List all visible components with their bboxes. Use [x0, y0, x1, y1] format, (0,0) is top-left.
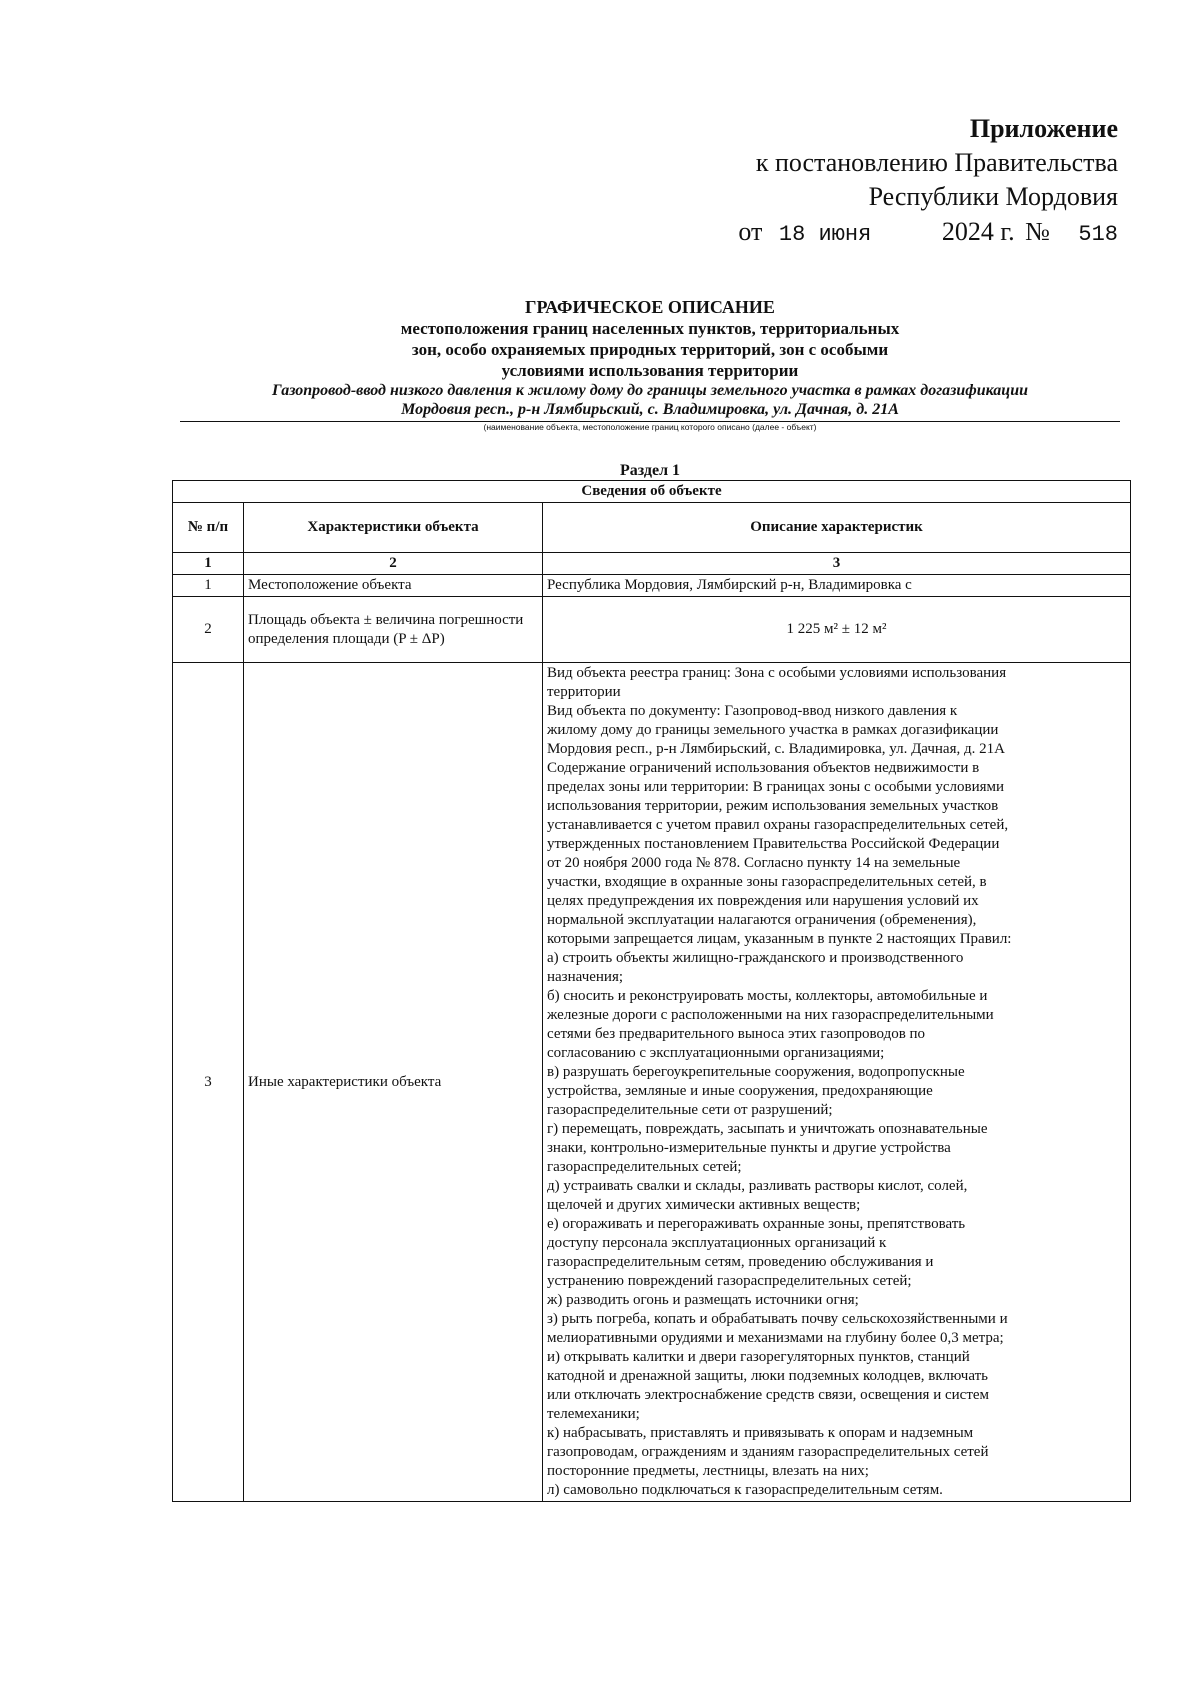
row-num: 3 — [173, 663, 244, 1502]
row-num: 1 — [173, 575, 244, 597]
appendix-line-2: Республики Мордовия — [868, 182, 1118, 211]
date-year: 2024 г. — [941, 217, 1015, 246]
object-info-table — [172, 480, 1131, 1502]
appendix-header — [558, 112, 1118, 253]
document-heading — [170, 296, 1130, 433]
object-name-line-2: Мордовия респ., р-н Лямбирьский, с. Владимировка, ул. Дачная, д. 21А — [401, 401, 899, 418]
col-number-3: 3 — [543, 553, 1131, 575]
heading-sub-2: зон, особо охраняемых природных территорий, зон с особыми — [411, 340, 889, 359]
col-number-2: 2 — [244, 553, 543, 575]
number-value: 518 — [1078, 222, 1118, 247]
row-description: Вид объекта реестра границ: Зона с особыми условиями использования территории Вид объекта по документу: Газопровод-ввод низкого давления к жилому дому до границы земельного участка в рамках догазификации Мордовия респ., р-н Лямбирьский, с. Владимировка, ул. Дачная, д. 21А Содержание ограничений использования объектов недвижимости в пределах зоны или территории: В границах зоны с особыми условиями использования территории, режим использования земельных участков устанавливается с учетом правил охраны газораспределительных сетей, утвержденных постановлением Правительства Российской Федерации от 20 ноября 2000 года № 878. Согласно пункту 14 на земельные участки, входящие в охранные зоны газораспределительных сетей, в целях предупреждения их повреждения или нарушения условий их нормальной эксплуатации налагаются ограничения (обременения), которыми запрещается лицам, указанным в пункте 2 настоящих Правил: а) строить объекты жилищно-гражданского и производственного назначения; б) сносить и реконструировать мосты, коллекторы, автомобильные и железные дороги с расположенными на них газораспределительными сетями без предварительного выноса этих газопроводов по согласованию с эксплуатационными организациями; в) разрушать берегоукрепительные сооружения, водопропускные устройства, земляные и иные сооружения, предохраняющие газораспределительные сети от разрушений; г) перемещать, повреждать, засыпать и уничтожать опознавательные знаки, контрольно-измерительные пункты и другие устройства газораспределительных сетей; д) устраивать свалки и склады, разливать растворы кислот, солей, щелочей и других химически активных веществ; е) огораживать и перегораживать охранные зоны, препятствовать доступу персонала эксплуатационных организаций к газораспределительным сетям, проведению обслуживания и устранению повреждений газораспределительных сетей; ж) разводить огонь и размещать источники огня; з) рыть погреба, копать и обрабатывать почву сельскохозяйственными и мелиоративными орудиями и механизмами на глубину более 0,3 метра; и) открывать калитки и двери газорегуляторных пунктов, станций катодной и дренажной защиты, люки подземных колодцев, включать или отключать электроснабжение средств связи, освещения и систем телемеханики; к) набрасывать, приставлять и привязывать к опорам и надземным газопроводам, ограждениям и зданиям газораспределительных сетей посторонние предметы, лестницы, влезать на них; л) самовольно подключаться к газораспределительным сетям. — [543, 663, 1131, 1502]
row-characteristic: Площадь объекта ± величина погрешности определения площади (P ± ΔP) — [244, 597, 543, 663]
object-note: (наименование объекта, местоположение границ которого описано (далее - объект) — [483, 422, 817, 432]
row-description: 1 225 м² ± 12 м² — [543, 597, 1131, 663]
appendix-line-1: к постановлению Правительства — [755, 148, 1118, 177]
heading-sub-3: условиями использования территории — [501, 361, 799, 380]
col-number-1: 1 — [173, 553, 244, 575]
table-header-row — [173, 503, 1131, 553]
heading-title: ГРАФИЧЕСКОЕ ОПИСАНИЕ — [525, 297, 775, 317]
heading-sub-1: местоположения границ населенных пунктов, территориальных — [400, 319, 900, 338]
table-row — [173, 663, 1131, 1502]
header-num: № п/п — [173, 503, 244, 553]
table-caption: Сведения об объекте — [173, 481, 1131, 503]
table-row — [173, 575, 1131, 597]
header-description: Описание характеристик — [543, 503, 1131, 553]
object-name-line-1: Газопровод-ввод низкого давления к жилому дому до границы земельного участка в рамках догазификации — [271, 382, 1028, 399]
appendix-title: Приложение — [969, 114, 1118, 143]
row-num: 2 — [173, 597, 244, 663]
row-characteristic: Иные характеристики объекта — [244, 663, 543, 1502]
header-characteristic: Характеристики объекта — [244, 503, 543, 553]
date-value: 18 июня — [778, 222, 872, 247]
number-sign: № — [1025, 217, 1050, 246]
section-title: Раздел 1 — [619, 462, 681, 479]
row-characteristic: Местоположение объекта — [244, 575, 543, 597]
appendix-date-line — [558, 214, 1118, 253]
row-description: Республика Мордовия, Лямбирский р-н, Владимировка с — [543, 575, 1131, 597]
table-row — [173, 597, 1131, 663]
table-caption-row — [173, 481, 1131, 503]
column-number-row — [173, 553, 1131, 575]
date-prefix: от — [738, 217, 763, 246]
